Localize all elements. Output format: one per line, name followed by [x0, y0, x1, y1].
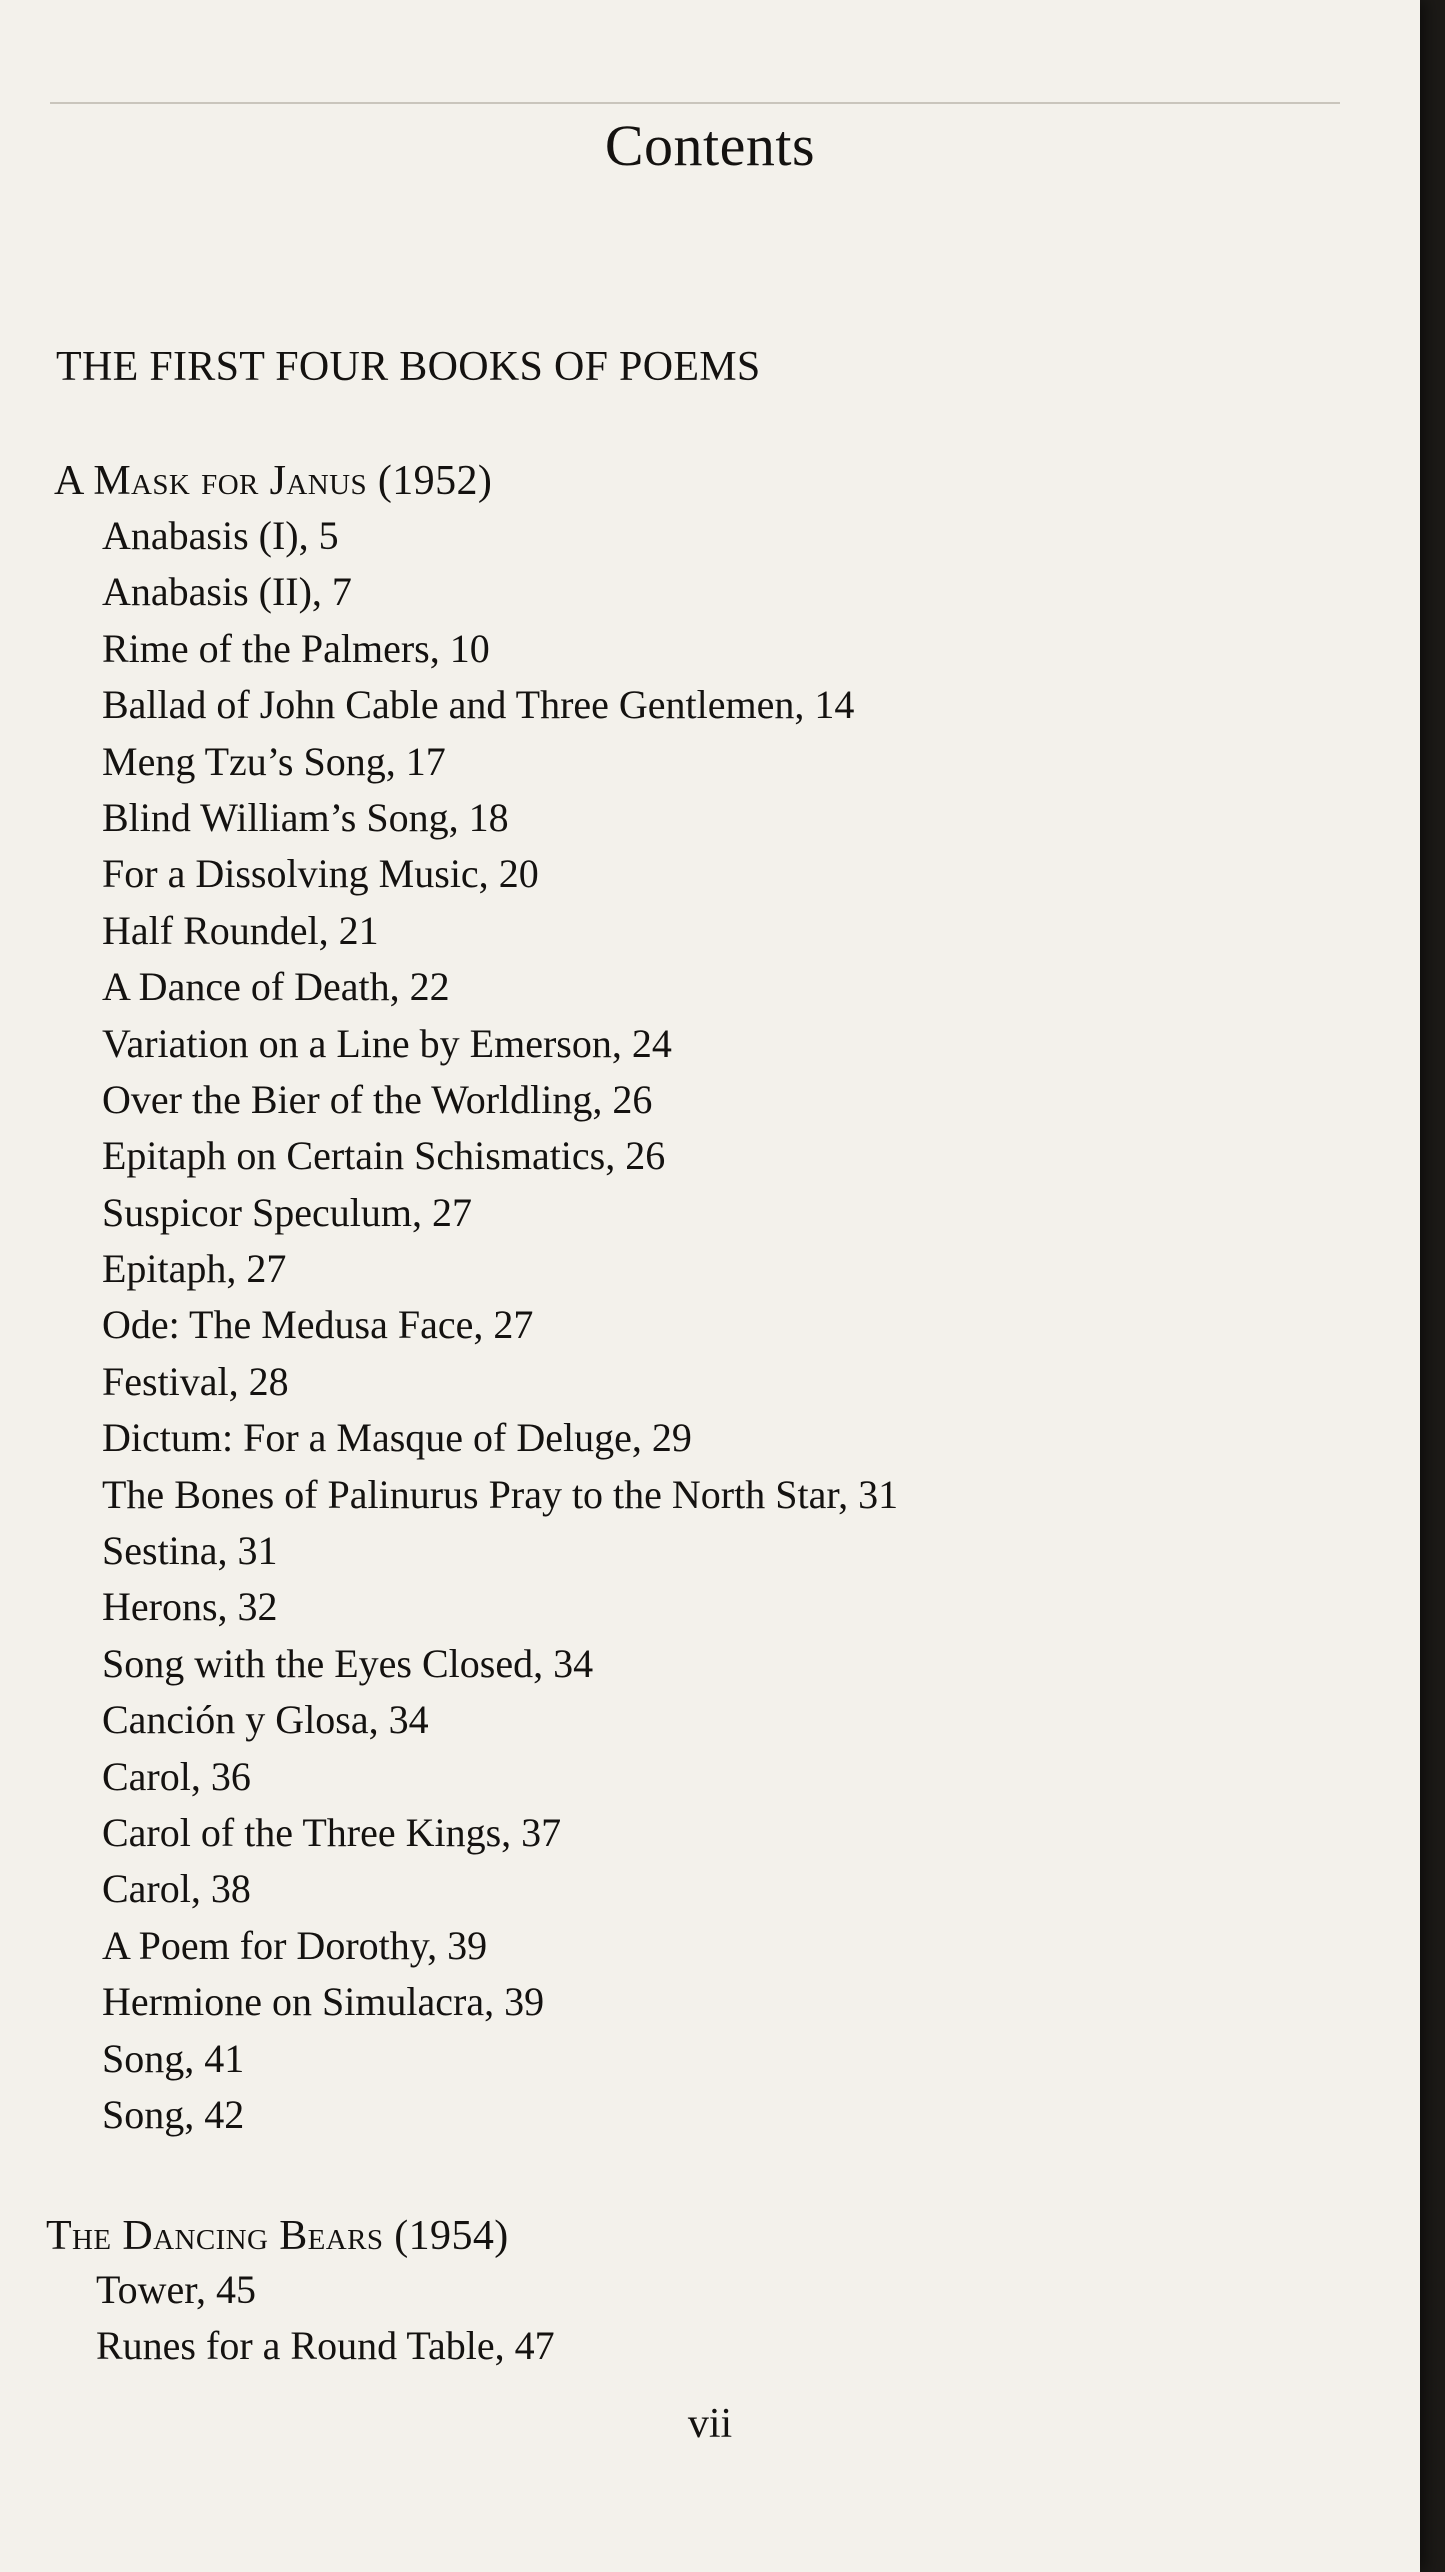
toc-entry-title: A Poem for Dorothy, — [102, 1922, 438, 1968]
toc-entry-title: Epitaph on Certain Schismatics, — [102, 1133, 616, 1179]
toc-entry-title: Carol of the Three Kings, — [102, 1809, 512, 1855]
toc-entry — [102, 1692, 898, 1748]
toc-entry-page: 37 — [521, 1809, 562, 1855]
toc-entry — [102, 621, 898, 677]
toc-entry-page: 39 — [447, 1922, 488, 1968]
toc-entry-title: Hermione on Simulacra, — [102, 1979, 495, 2025]
toc-entry — [102, 1410, 898, 1466]
toc-entry-title: Over the Bier of the Worldling, — [102, 1076, 603, 1122]
toc-entry-title: Sestina, — [102, 1528, 228, 1574]
toc-entry — [102, 1467, 898, 1523]
toc-entry-title: Festival, — [102, 1358, 239, 1404]
toc-entry — [102, 1579, 898, 1635]
toc-entry-page: 27 — [246, 1246, 287, 1292]
toc-entry — [102, 2031, 898, 2087]
toc-entry — [102, 1241, 898, 1297]
toc-entry — [102, 508, 898, 564]
toc-entry-page: 34 — [553, 1640, 594, 1686]
toc-entry — [102, 846, 898, 902]
toc-list-dancing-bears — [96, 2262, 555, 2375]
toc-entry-title: Meng Tzu’s Song, — [102, 738, 396, 784]
toc-entry — [102, 1016, 898, 1072]
toc-entry-page: 45 — [216, 2267, 256, 2312]
toc-entry-title: Carol, — [102, 1866, 201, 1912]
toc-entry-page: 27 — [431, 1189, 472, 1235]
toc-entry — [102, 564, 898, 620]
toc-entry-page: 20 — [498, 851, 539, 897]
toc-entry-title: A Dance of Death, — [102, 964, 400, 1010]
toc-entry-title: The Bones of Palinurus Pray to the North Star, — [102, 1471, 849, 1517]
toc-entry-page: 47 — [514, 2323, 555, 2369]
toc-entry-title: Anabasis (I), — [102, 513, 309, 558]
toc-entry-page: 26 — [612, 1076, 653, 1122]
toc-entry-page: 17 — [405, 738, 446, 784]
toc-entry-page: 22 — [409, 964, 450, 1010]
page-number: vii — [687, 2401, 733, 2447]
toc-entry-page: 28 — [248, 1358, 289, 1404]
toc-entry-page: 36 — [210, 1753, 251, 1799]
toc-entry-page: 31 — [237, 1528, 278, 1574]
toc-entry-page: 5 — [318, 513, 339, 558]
toc-entry — [102, 677, 898, 733]
toc-entry — [102, 903, 898, 959]
toc-entry-title: Rime of the Palmers, — [102, 625, 440, 671]
toc-entry-page: 24 — [631, 1020, 672, 1066]
toc-entry — [102, 1185, 898, 1241]
toc-entry — [102, 1128, 898, 1184]
toc-entry-title: For a Dissolving Music, — [102, 851, 489, 897]
toc-entry-page: 10 — [449, 625, 490, 671]
toc-entry — [96, 2318, 555, 2374]
toc-entry — [96, 2262, 555, 2318]
toc-entry-title: Suspicor Speculum, — [102, 1189, 422, 1235]
toc-entry — [102, 2087, 898, 2143]
toc-entry-page: 14 — [814, 682, 855, 728]
toc-entry-page: 38 — [210, 1866, 251, 1912]
toc-entry-title: Canción y Glosa, — [102, 1697, 379, 1743]
toc-entry — [102, 1354, 898, 1410]
toc-entry-title: Ode: The Medusa Face, — [102, 1302, 484, 1348]
page-title: Contents — [604, 113, 816, 178]
section-heading: THE FIRST FOUR BOOKS OF POEMS — [56, 344, 761, 390]
toc-entry-title: Epitaph, — [102, 1246, 237, 1292]
book-heading-mask-for-janus: A Mask for Janus (1952) — [54, 458, 493, 504]
toc-entry-title: Blind William’s Song, — [102, 794, 459, 840]
toc-list-mask-for-janus — [102, 508, 898, 2143]
toc-entry — [102, 1297, 898, 1353]
toc-entry-title: Half Roundel, — [102, 907, 329, 953]
toc-entry-title: Tower, — [96, 2267, 206, 2312]
toc-entry — [102, 1974, 898, 2030]
toc-entry-page: 26 — [625, 1133, 666, 1179]
toc-entry-title: Variation on a Line by Emerson, — [102, 1020, 622, 1066]
toc-entry — [102, 1861, 898, 1917]
toc-entry-page: 34 — [388, 1697, 429, 1743]
toc-entry — [102, 1072, 898, 1128]
toc-entry-title: Song, — [102, 2091, 195, 2137]
toc-entry-title: Dictum: For a Masque of Deluge, — [102, 1415, 642, 1461]
toc-entry-title: Runes for a Round Table, — [96, 2323, 505, 2369]
toc-entry — [102, 1749, 898, 1805]
toc-entry — [102, 1918, 898, 1974]
toc-entry — [102, 1523, 898, 1579]
toc-entry-page: 41 — [204, 2035, 245, 2081]
toc-entry-page: 32 — [237, 1584, 278, 1630]
toc-entry — [102, 734, 898, 790]
toc-entry — [102, 1636, 898, 1692]
toc-entry-title: Carol, — [102, 1753, 201, 1799]
toc-entry — [102, 959, 898, 1015]
toc-entry-page: 29 — [651, 1415, 692, 1461]
toc-entry-title: Song, — [102, 2035, 195, 2081]
toc-entry-page: 39 — [504, 1979, 545, 2025]
toc-entry-page: 31 — [858, 1471, 899, 1517]
toc-entry-page: 21 — [338, 907, 379, 953]
toc-entry — [102, 1805, 898, 1861]
toc-entry-title: Anabasis (II), — [102, 569, 322, 615]
toc-entry-page: 27 — [493, 1302, 534, 1348]
toc-entry-title: Song with the Eyes Closed, — [102, 1640, 544, 1686]
toc-entry — [102, 790, 898, 846]
toc-entry-page: 18 — [468, 794, 509, 840]
toc-entry-title: Herons, — [102, 1584, 228, 1630]
book-heading-dancing-bears: The Dancing Bears (1954) — [46, 2213, 509, 2259]
toc-entry-title: Ballad of John Cable and Three Gentlemen, — [102, 682, 805, 728]
toc-entry-page: 42 — [204, 2091, 245, 2137]
toc-entry-page: 7 — [331, 569, 352, 615]
